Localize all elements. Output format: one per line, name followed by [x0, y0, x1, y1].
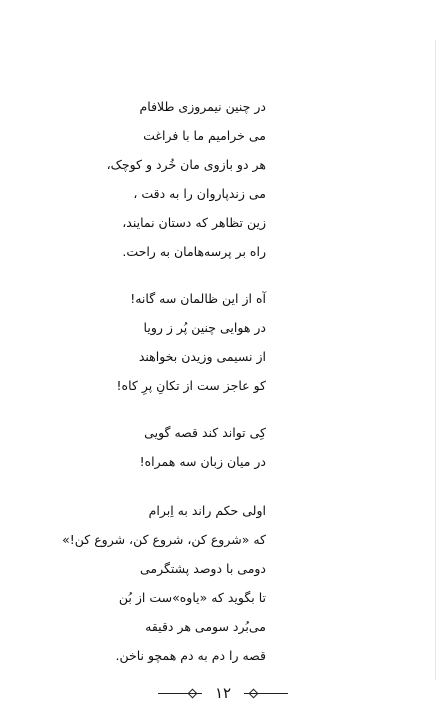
poem-line: اولی حکم راند به اِبرام — [148, 503, 266, 518]
poem-line: که «شروع کن، شروع کن، شروع کن!» — [62, 532, 266, 547]
poem-line: می خرامیم ما با فراغت — [143, 128, 266, 143]
poem-line: آه از این ظالمان سه گانه! — [130, 291, 266, 306]
poem-line: تا بگوید که «یاوه»ست از بُن — [118, 590, 266, 605]
poem-line: کو عاجز ست از تکانِ پرِ کاه! — [116, 378, 266, 393]
poem-line: زین تظاهر که دستان نمایند، — [122, 215, 266, 230]
poem-line: می‌بُرد سومی هر دقیقه — [145, 619, 266, 634]
stanza-3 — [46, 418, 266, 476]
poem — [46, 92, 266, 688]
page-edge-shadow — [435, 40, 436, 680]
poem-line: کِی تواند کند قصه گویی — [144, 425, 266, 440]
stanza-4 — [46, 496, 266, 670]
page-number-footer — [0, 684, 446, 702]
poem-line: می زندپاروان را به دقت ، — [133, 186, 266, 201]
poem-line: دومی با دوصد پشتگرمی — [139, 561, 266, 576]
poem-line: قصه را دم به دم همچو ناخن. — [115, 648, 266, 663]
poem-line: در هوایی چنین پُر ز رویا — [143, 320, 266, 335]
page-number: ۱۲ — [214, 684, 232, 702]
poem-line: در چنین نیمروزی طلافام — [139, 99, 266, 114]
poem-line: راه بر پرسه‌هامان به راحت. — [122, 244, 266, 259]
ornament-rule-icon — [158, 693, 202, 694]
stanza-1 — [46, 92, 266, 266]
poem-line: هر دو بازوی مان خُرد و کوچک، — [106, 157, 266, 172]
ornament-rule-icon — [244, 693, 288, 694]
poem-line: در میان زبان سه همراه! — [139, 454, 266, 469]
poem-line: از نسیمی وزیدن بخواهند — [138, 349, 266, 364]
stanza-2 — [46, 284, 266, 400]
